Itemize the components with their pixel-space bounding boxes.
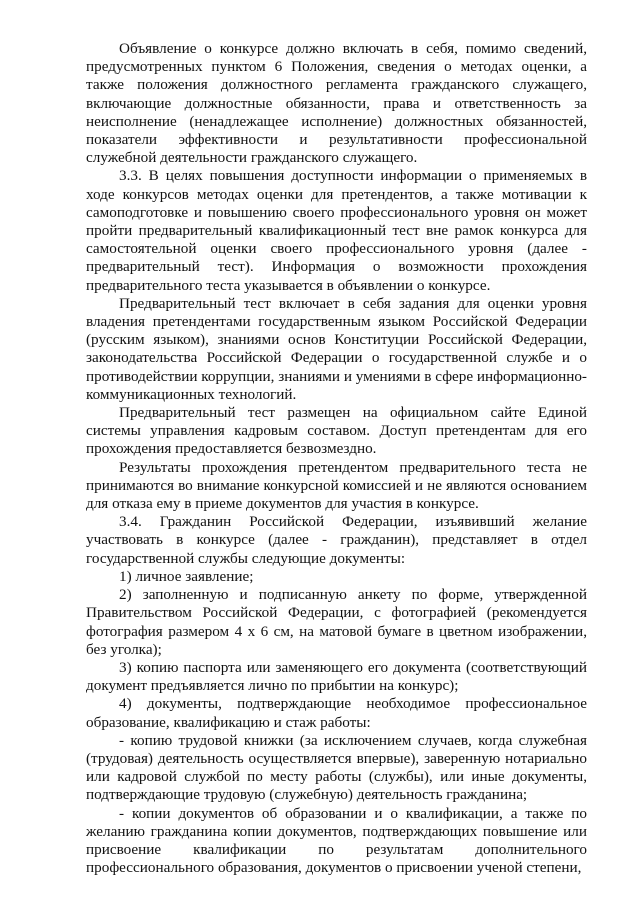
list-item-3: 3) копию паспорта или заменяющего его документа (соответствующий документ предъявляется лично по прибытии на конкурс); [86,658,587,695]
list-subitem-education-docs: - копии документов об образовании и о квалификации, а также по желанию гражданина копии документов, подтверждающих повышение или присвоение квалификации по результатам дополнительного профессионального образования, документов о присвоении ученой степени, [86,804,587,877]
list-subitem-work-record: - копию трудовой книжки (за исключением случаев, когда служебная (трудовая) деятельность осуществляется впервые), заверенную нотариально или кадровой службой по месту работы (службы), или иные документы, подтверждающие трудовую (служебную) деятельность гражданина; [86,731,587,804]
list-item-2: 2) заполненную и подписанную анкету по форме, утвержденной Правительством Российской Федерации, с фотографией (рекомендуется фотография размером 4 х 6 см, на матовой бумаге в цветном изображении, без уголка); [86,586,587,658]
paragraph-3-4-documents: 3.4. Гражданин Российской Федерации, изъявивший желание участвовать в конкурсе (далее - гражданин), представляет в отдел государственной службы следующие документы: [86,513,587,567]
paragraph-3-3-preliminary-test: 3.3. В целях повышения доступности информации о применяемых в ходе конкурсов методах оценки для претендентов, а также мотивации к самоподготовке и повышению своего профессионального уровня он может пройти предварительный квалификационный тест вне рамок конкурса для самостоятельной оценки своего профессионального уровня (далее - предварительный тест). Информация о возможности прохождения предварительного теста указывается в объявлении о конкурсе. [86,167,587,294]
list-item-4: 4) документы, подтверждающие необходимое профессиональное образование, квалификацию и стаж работы: [86,695,587,731]
list-item-1: 1) личное заявление; [119,567,254,585]
paragraph-test-location: Предварительный тест размещен на официальном сайте Единой системы управления кадровым составом. Доступ претендентам для его прохождения предоставляется безвозмездно. [86,404,587,458]
paragraph-announcement-content: Объявление о конкурсе должно включать в себя, помимо сведений, предусмотренных пунктом 6 Положения, сведения о методах оценки, а также положения должностного регламента гражданского служащего, включающие должностные обязанности, права и ответственность за неисполнение (ненадлежащее исполнение) должностных обязанностей, показатели эффективности и результативности профессиональной служебной деятельности гражданского служащего. [86,40,587,167]
paragraph-test-results: Результаты прохождения претендентом предварительного теста не принимаются во внимание конкурсной комиссией и не являются основанием для отказа ему в приеме документов для участия в конкурсе. [86,458,587,513]
document-page [86,40,587,877]
paragraph-test-contents: Предварительный тест включает в себя задания для оценки уровня владения претендентами государственным языком Российской Федерации (русским языком), знаниями основ Конституции Российской Федерации, законодательства Российской Федерации о государственной службе и о противодействии коррупции, знаниями и умениями в сфере информационно-коммуникационных технологий. [86,294,587,403]
